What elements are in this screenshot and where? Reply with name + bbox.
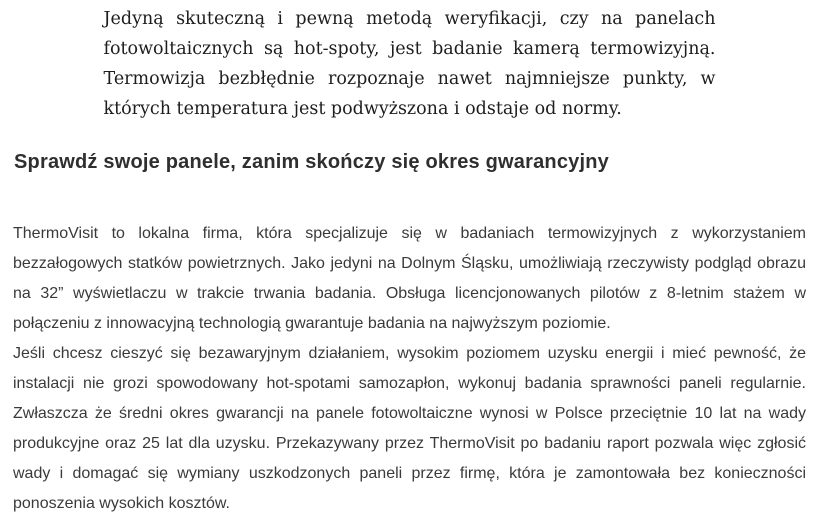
paragraph: Jeśli chcesz cieszyć się bezawaryjnym działaniem, wysokim poziomem uzysku energii i mieć pewność, że instalacji nie grozi spowodowany hot-spotami samozapłon, wykonuj badania sprawności paneli regularnie. Zwłaszcza że średni okres gwarancji na panele fotowoltaiczne wynosi w Polsce przeciętnie 10 lat na wady produkcyjne oraz 25 lat dla uzysku. Przekazywany przez ThermoVisit po badaniu raport pozwala więc zgłosić wady i domagać się wymiany uszkodzonych paneli przez firmę, która je zamontowała bez konieczności ponoszenia wysokich kosztów. [13,345,806,512]
paragraph: ThermoVisit to lokalna firma, która specjalizuje się w badaniach termowizyjnych z wykorzystaniem bezzałogowych statków powietrznych. Jako jedyni na Dolnym Śląsku, umożliwiają rzeczywisty podgląd obrazu na 32” wyświetlaczu w trakcie trwania badania. Obsługa licencjonowanych pilotów z 8-letnim stażem w połączeniu z innowacyjną technologią gwarantuje badania na najwyższym poziomie. [13,225,806,332]
intro-quote: Jedyną skuteczną i pewną metodą weryfikacji, czy na panelach fotowoltaicznych są hot-spoty, jest badanie kamerą termowizyjną. Termowizja bezbłędnie rozpoznaje nawet najmniejsze punkty, w których temperatura jest podwyższona i odstaje od normy. [103,9,716,119]
section-heading: Sprawdź swoje panele, zanim skończy się okres gwarancyjny [14,151,609,173]
article-body [13,219,806,519]
